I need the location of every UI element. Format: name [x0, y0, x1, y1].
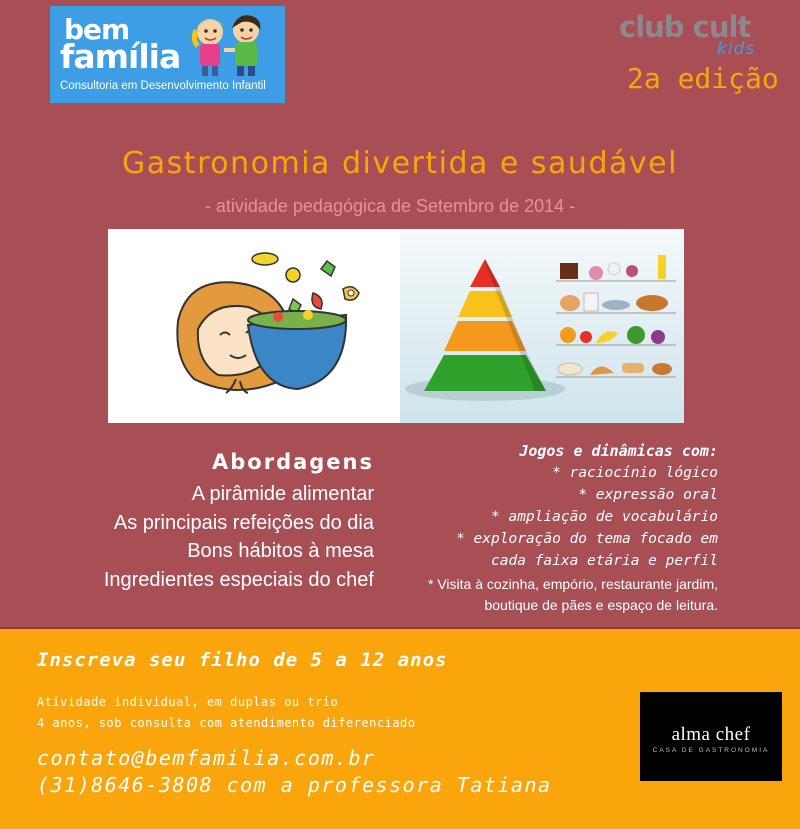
abordagens-item: A pirâmide alimentar — [191, 483, 374, 505]
jogos-item: * raciocínio lógico — [552, 465, 718, 481]
club-cult-kids-wordmark: kids — [717, 39, 756, 59]
club-cult-kids-logo — [610, 8, 782, 100]
bem-familia-logo — [50, 6, 285, 103]
visit-line-1: * Visita à cozinha, empório, restaurante jardim, — [428, 576, 718, 592]
abordagens-item: As principais refeições do dia — [113, 511, 374, 534]
bem-familia-logo-word-familia: família — [60, 37, 181, 76]
activity-info — [37, 692, 416, 734]
activity-info-line-2: 4 anos, sob consulta com atendimento diferenciado — [37, 716, 416, 730]
jogos-item: * exploração do tema focado em — [456, 531, 718, 547]
alma-chef-tagline: CASA DE GASTRONOMIA — [652, 747, 770, 754]
abordagens-section — [0, 448, 374, 594]
page-title: Gastronomia divertida e saudável — [122, 146, 678, 181]
jogos-heading: Jogos e dinâmicas com: — [519, 442, 718, 460]
contact-block — [37, 745, 552, 799]
bem-familia-tagline: Consultoria em Desenvolvimento Infantil — [60, 80, 266, 92]
club-cult-wordmark: club cult — [619, 10, 751, 44]
visit-line-2: boutique de pães e espaço de leitura. — [484, 597, 718, 613]
alma-chef-wordmark: alma chef — [671, 724, 751, 745]
contact-email[interactable]: contato@bemfamilia.com.br — [37, 746, 376, 770]
bem-familia-logo-word-bem: bem — [64, 13, 130, 46]
child-salad-illustration — [108, 229, 400, 423]
edition-label: 2a edição — [627, 62, 779, 95]
activity-info-line-1: Atividade individual, em duplas ou trio — [37, 695, 339, 709]
enrollment-heading: Inscreva seu filho de 5 a 12 anos — [37, 649, 448, 671]
jogos-section — [378, 440, 718, 616]
abordagens-item: Bons hábitos à mesa — [187, 540, 374, 562]
food-pyramid-icon — [400, 229, 684, 423]
jogos-item: cada faixa etária e perfil — [491, 553, 718, 569]
abordagens-item: Ingredientes especiais do chef — [103, 568, 374, 591]
page-subtitle: - atividade pedagógica de Setembro de 2014 - — [204, 196, 576, 216]
alma-chef-logo — [640, 692, 782, 781]
child-salad-bowl-icon — [108, 229, 400, 423]
jogos-item: * expressão oral — [578, 487, 718, 503]
contact-phone[interactable]: (31)8646-3808 com a professora Tatiana — [37, 773, 552, 797]
jogos-item: * ampliação de vocabulário — [491, 509, 718, 525]
abordagens-heading: Abordagens — [212, 450, 374, 474]
kids-illustration-icon — [180, 10, 280, 80]
food-pyramid-illustration — [400, 229, 684, 423]
